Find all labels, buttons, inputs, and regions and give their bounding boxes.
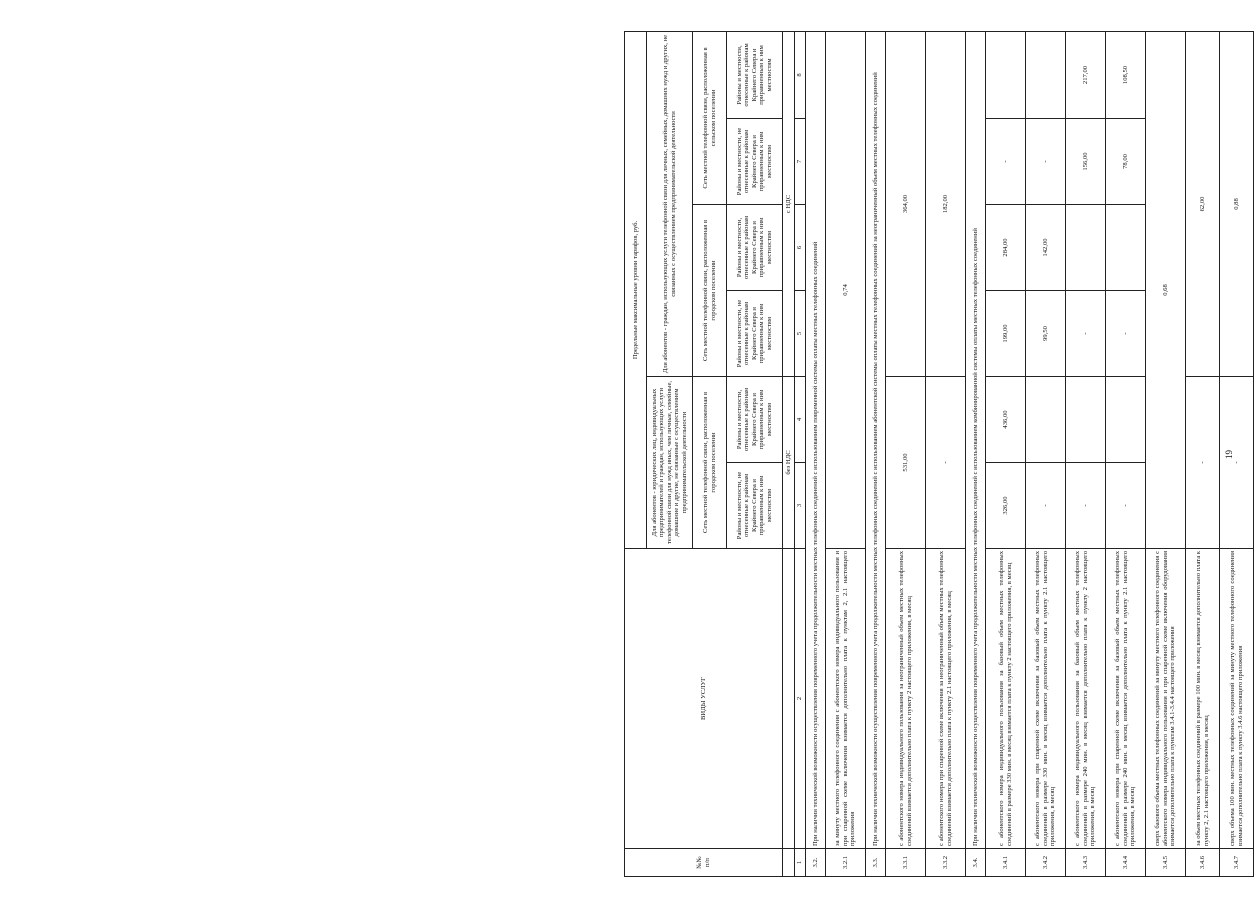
row-code: 3.3. xyxy=(866,849,886,877)
col-number: 3 xyxy=(795,463,806,549)
table-row xyxy=(886,32,926,877)
tariff-value-v3: - xyxy=(1026,463,1066,549)
row-code: 3.4.3 xyxy=(1066,849,1106,877)
row-code: 3.4.5 xyxy=(1146,849,1186,877)
table-row xyxy=(1146,32,1186,877)
tariff-value-v4 xyxy=(1066,377,1106,463)
tariff-value-citizen: 182,00 xyxy=(926,32,966,377)
col-number: 2 xyxy=(795,549,806,849)
tariff-value-v3: - xyxy=(1106,463,1146,549)
legal-entities-header: Для абонентов - юридических лиц, индивидуальных предпринимателей и граждан, использующих услуги телефонной связи для нужд иных, чем личные, семейные, домашние и другие, не связанные с осуществлением предпринимательской деятельности xyxy=(647,377,693,549)
tariff-value-v6 xyxy=(1106,205,1146,291)
row-code: 3.4.4 xyxy=(1106,849,1146,877)
with-vat-label: с НДС xyxy=(783,32,795,377)
tariff-value-v6: 142,00 xyxy=(1026,205,1066,291)
cit-net-city-header: Сеть местной телефонной связи, расположенная в городском поселении xyxy=(693,205,727,377)
rotated-page xyxy=(624,32,1244,877)
service-description: с абонентского номера при спаренной схеме включения за базовый объем местных телефонных соединений в размере 330 мин. в месяц взимается дополнительно плата к пункту 2.1 настоящего приложения, в месяц xyxy=(1026,549,1066,849)
row-code: 3.2.1 xyxy=(826,849,866,877)
row-code: 3.4. xyxy=(966,849,986,877)
tariff-value-v5: - xyxy=(1106,291,1146,377)
tariff-value-v7: 78,00 xyxy=(1106,119,1146,205)
table-row xyxy=(806,32,826,877)
service-description: сверх базового объема местных телефонных соединений за минуту местного телефонного соединения с абонентского номера индивидуального пользования и при спаренной схеме включения оборудования взимается дополнительно плата к пунктам 3.4.1-3.4.4 настоящего приложения xyxy=(1146,549,1186,849)
service-header: ВИДЫ УСЛУГ xyxy=(625,549,783,849)
col-number: 7 xyxy=(795,119,806,205)
max-levels-header: Предельные максимальные уровни тарифов, руб. xyxy=(625,32,647,549)
table-row xyxy=(926,32,966,877)
tariff-value-v5: 99,50 xyxy=(1026,291,1066,377)
row-code: 3.3.1 xyxy=(886,849,926,877)
row-code: 3.4.2 xyxy=(1026,849,1066,877)
service-description: с абонентского номера при спаренной схеме включения за базовый объем местных телефонных соединений в размере 240 мин. в месяц взимается дополнительно плата к пункту 2.1 настоящего приложения, в месяц xyxy=(1106,549,1146,849)
area-header-7: Районы и местности, не отнесенные к районам Крайнего Севера и приравненным к ним местностям xyxy=(727,119,783,205)
tariff-value-v7: - xyxy=(986,119,1026,205)
tariff-value-v4: 436,00 xyxy=(986,377,1026,463)
tariff-value-v7: - xyxy=(1026,119,1066,205)
tariff-value-v3: 326,00 xyxy=(986,463,1026,549)
tariff-value-legal: - xyxy=(1186,377,1220,549)
service-description: с абонентского номера при спаренной схеме включения за неограниченный объем местных телефонных соединений взимается дополнительно плата к пункту 2.1 настоящего приложения, в месяц xyxy=(926,549,966,849)
section-heading: При наличии технической возможности осуществления повременного учета продолжительности местных телефонных соединений с использованием абонентской системы оплаты местных телефонных соединений за неограниченный объем местных телефонных соединений xyxy=(866,32,886,849)
tariff-value-v5: 199,00 xyxy=(986,291,1026,377)
page-number: 19 xyxy=(1224,450,1234,459)
row-code: 3.4.6 xyxy=(1186,849,1220,877)
service-description: с абонентского номера индивидуального пользования за неограниченный объем местных телефонных соединений взимается дополнительно плата к пункту 2 настоящего приложения, в месяц xyxy=(886,549,926,849)
service-description: с абонентского номера индивидуального пользования за базовый объем местных телефонных соединений в размере 240 мин. в месяц взимается дополнительно плата к пункту 2 настоящего приложения, в месяц xyxy=(1066,549,1106,849)
row-code: 3.4.1 xyxy=(986,849,1026,877)
table-row xyxy=(1106,32,1146,877)
legal-net-city-header: Сеть местной телефонной связи, расположенная в городском поселении xyxy=(693,377,727,549)
table-row xyxy=(1186,32,1220,877)
tariff-value: 0,74 xyxy=(826,32,866,549)
tariff-value-v8 xyxy=(986,32,1026,119)
col-number: 5 xyxy=(795,291,806,377)
area-header-4: Районы и местности, отнесенные к районам Крайнего Севера и приравненным к ним местностям xyxy=(727,377,783,463)
section-heading: При наличии технической возможности осуществления повременного учета продолжительности местных телефонных соединений с использованием комбинированной системы оплаты местных телефонных соединений xyxy=(966,32,986,849)
table-row xyxy=(866,32,886,877)
tariff-value-legal: - xyxy=(926,377,966,549)
tariff-value-v8 xyxy=(1026,32,1066,119)
tariff-value-v5: - xyxy=(1066,291,1106,377)
citizens-header: Для абонентов - граждан, использующих услуги телефонной связи для личных, семейных, домашних нужд и других, не связанных с осуществлением предпринимательской деятельности xyxy=(647,32,693,377)
service-description: за минуту местного телефонного соединения с абонентского номера индивидуального пользования и при спаренной схеме включения взимается дополнительно плата к пунктам 2, 2.1 настоящего приложения xyxy=(826,549,866,849)
tariff-value-legal: - xyxy=(1220,377,1254,549)
area-header-5: Районы и местности, не отнесенные к районам Крайнего Севера и приравненным к ним местностям xyxy=(727,291,783,377)
col-number: 8 xyxy=(795,32,806,119)
tariff-value-v8: 108,50 xyxy=(1106,32,1146,119)
tariff-value-legal: 531,00 xyxy=(886,377,926,549)
col-number: 6 xyxy=(795,205,806,291)
no-header: №№ п/п xyxy=(625,849,783,877)
area-header-3: Районы и местности, не отнесенные к районам Крайнего Севера и приравненным к ним местностям xyxy=(727,463,783,549)
service-description: с абонентского номера индивидуального пользования за базовый объем местных телефонных соединений в размере 330 мин. в месяц взимается плата к пункту 2 настоящего приложения, в месяц xyxy=(986,549,1026,849)
section-heading: При наличии технической возможности осуществления повременного учета продолжительности местных телефонных соединений с использованием повременной системы оплаты местных телефонных соединений xyxy=(806,32,826,849)
tariff-value-v3: - xyxy=(1066,463,1106,549)
no-vat-label: без НДС xyxy=(783,377,795,549)
table-row xyxy=(986,32,1026,877)
tariff-value-v6: 284,00 xyxy=(986,205,1026,291)
service-description: за объем местных телефонных соединений в размере 100 мин. в месяц взимается дополнительно плата к пункту 2, 2.1 настоящего приложения, в месяц xyxy=(1186,549,1220,849)
col-number: 4 xyxy=(795,377,806,463)
area-header-6: Районы и местности, отнесенные к районам Крайнего Севера и приравненным к ним местностям xyxy=(727,205,783,291)
service-description: сверх объема 100 мин. местных телефонных соединений за минуту местного телефонного соединения взимается дополнительно плата к пункту 3.4.6 настоящего приложения xyxy=(1220,549,1254,849)
tariff-value-v4 xyxy=(1106,377,1146,463)
area-header-8: Районы и местности, отнесенные к районам Крайнего Севера и приравненным к ним местностям xyxy=(727,32,783,119)
tariff-value-citizen: 62,00 xyxy=(1186,32,1220,377)
tariff-value-v7: 156,00 xyxy=(1066,119,1106,205)
row-code: 3.4.7 xyxy=(1220,849,1254,877)
row-code: 3.3.2 xyxy=(926,849,966,877)
tariff-value-citizen: 364,00 xyxy=(886,32,926,377)
table-row xyxy=(1066,32,1106,877)
table-row xyxy=(1026,32,1066,877)
tariff-value-v8: 217,00 xyxy=(1066,32,1106,119)
tariff-value-citizen: 0,88 xyxy=(1220,32,1254,377)
cit-net-rural-header: Сеть местной телефонной связи, расположенная в сельском поселении xyxy=(693,32,727,205)
table-row xyxy=(966,32,986,877)
tariff-value-v4 xyxy=(1026,377,1066,463)
table-row xyxy=(826,32,866,877)
tariff-value: 0,68 xyxy=(1146,32,1186,549)
tariff-table xyxy=(624,31,1254,877)
tariff-value-v6 xyxy=(1066,205,1106,291)
col-number: 1 xyxy=(795,849,806,877)
row-code: 3.2. xyxy=(806,849,826,877)
